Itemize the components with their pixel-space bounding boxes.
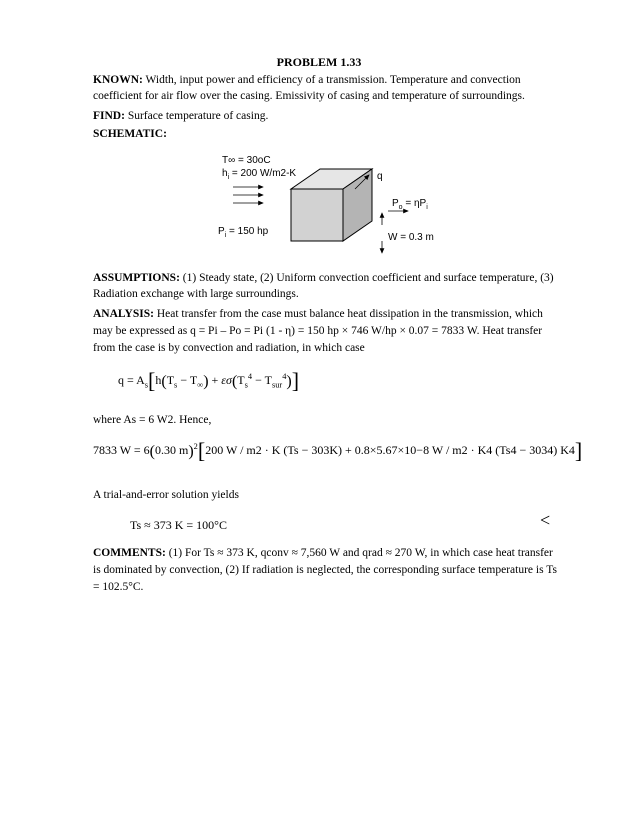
find-label: FIND: [93,110,125,122]
pi-label: $P_i = 150$ hp [218,226,269,239]
w-label: W = 0.3 m [388,232,434,243]
equation-numeric-body: 200 W / m2 · K (Ts − 303K) + 0.8×5.67×10−8 W / m2 · K4 (Ts4 − 3034) K4 [205,443,575,457]
casing-cube [291,169,372,241]
problem-title: PROBLEM 1.33 [276,55,362,69]
assumptions-label: ASSUMPTIONS: [93,272,180,284]
result-mark: < [540,510,551,530]
analysis-text: Heat transfer from the case must balance heat dissipation in the transmission, which may be expressed as q = Pi – Po = Pi (1 - η) = 150 hp × 746 W/hp × 0.07 = 7833 W. Heat transfer from the case is by convection and radiation, in which case [93,308,543,354]
find-section [93,108,563,124]
trial-text: A trial-and-error solution yields [93,489,239,501]
t-inf-label: T∞ = 30oC [222,155,271,166]
analysis-label: ANALYSIS: [93,308,154,320]
po-label: $P_o = \eta P_i$ [392,198,428,211]
comments-label: COMMENTS: [93,547,166,559]
result-equation: Ts ≈ 373 K = 100°C [130,518,227,532]
assumptions-text: (1) Steady state, (2) Uniform convection coefficient and surface temperature, (3) Radiation exchange with large surroundings. [93,272,554,300]
schematic-label: SCHEMATIC: [93,128,167,140]
h-label: $h_i = 200$ W/m2-K [222,168,297,181]
flow-arrows [233,187,263,203]
known-text: Width, input power and efficiency of a transmission. Temperature and convection coefficient for air flow over the casing. Emissivity of casing and temperature of surroundings. [93,74,525,102]
find-text: Surface temperature of casing. [127,110,269,122]
equation-numeric: 7833 W = 6(0.30 m)$^2$[200 W / m2 · K (Ts − 303K) + 0.8×5.67×10−8 W / m2 · K4 (Ts4 − 3034) K4] [93,438,583,463]
known-label: KNOWN: [93,74,143,86]
known-section [93,72,563,104]
equation-energy-balance: $q = A_s[h(T_s - T_\infty) + \varepsilon\sigma(T_s^4 - T_{sur}^4)]$ [118,368,300,393]
where-text: where As = 6 W2. Hence, [93,414,212,426]
comments-section [93,545,563,596]
assumptions-section [93,270,563,302]
analysis-section [93,306,563,357]
comments-text: (1) For Ts ≈ 373 K, qconv ≈ 7,560 W and qrad ≈ 270 W, in which case heat transfer is dominated by convection, (2) If radiation is neglected, the corresponding surface temperature is Ts = 102.5°C. [93,547,557,593]
q-label: q [377,171,383,182]
